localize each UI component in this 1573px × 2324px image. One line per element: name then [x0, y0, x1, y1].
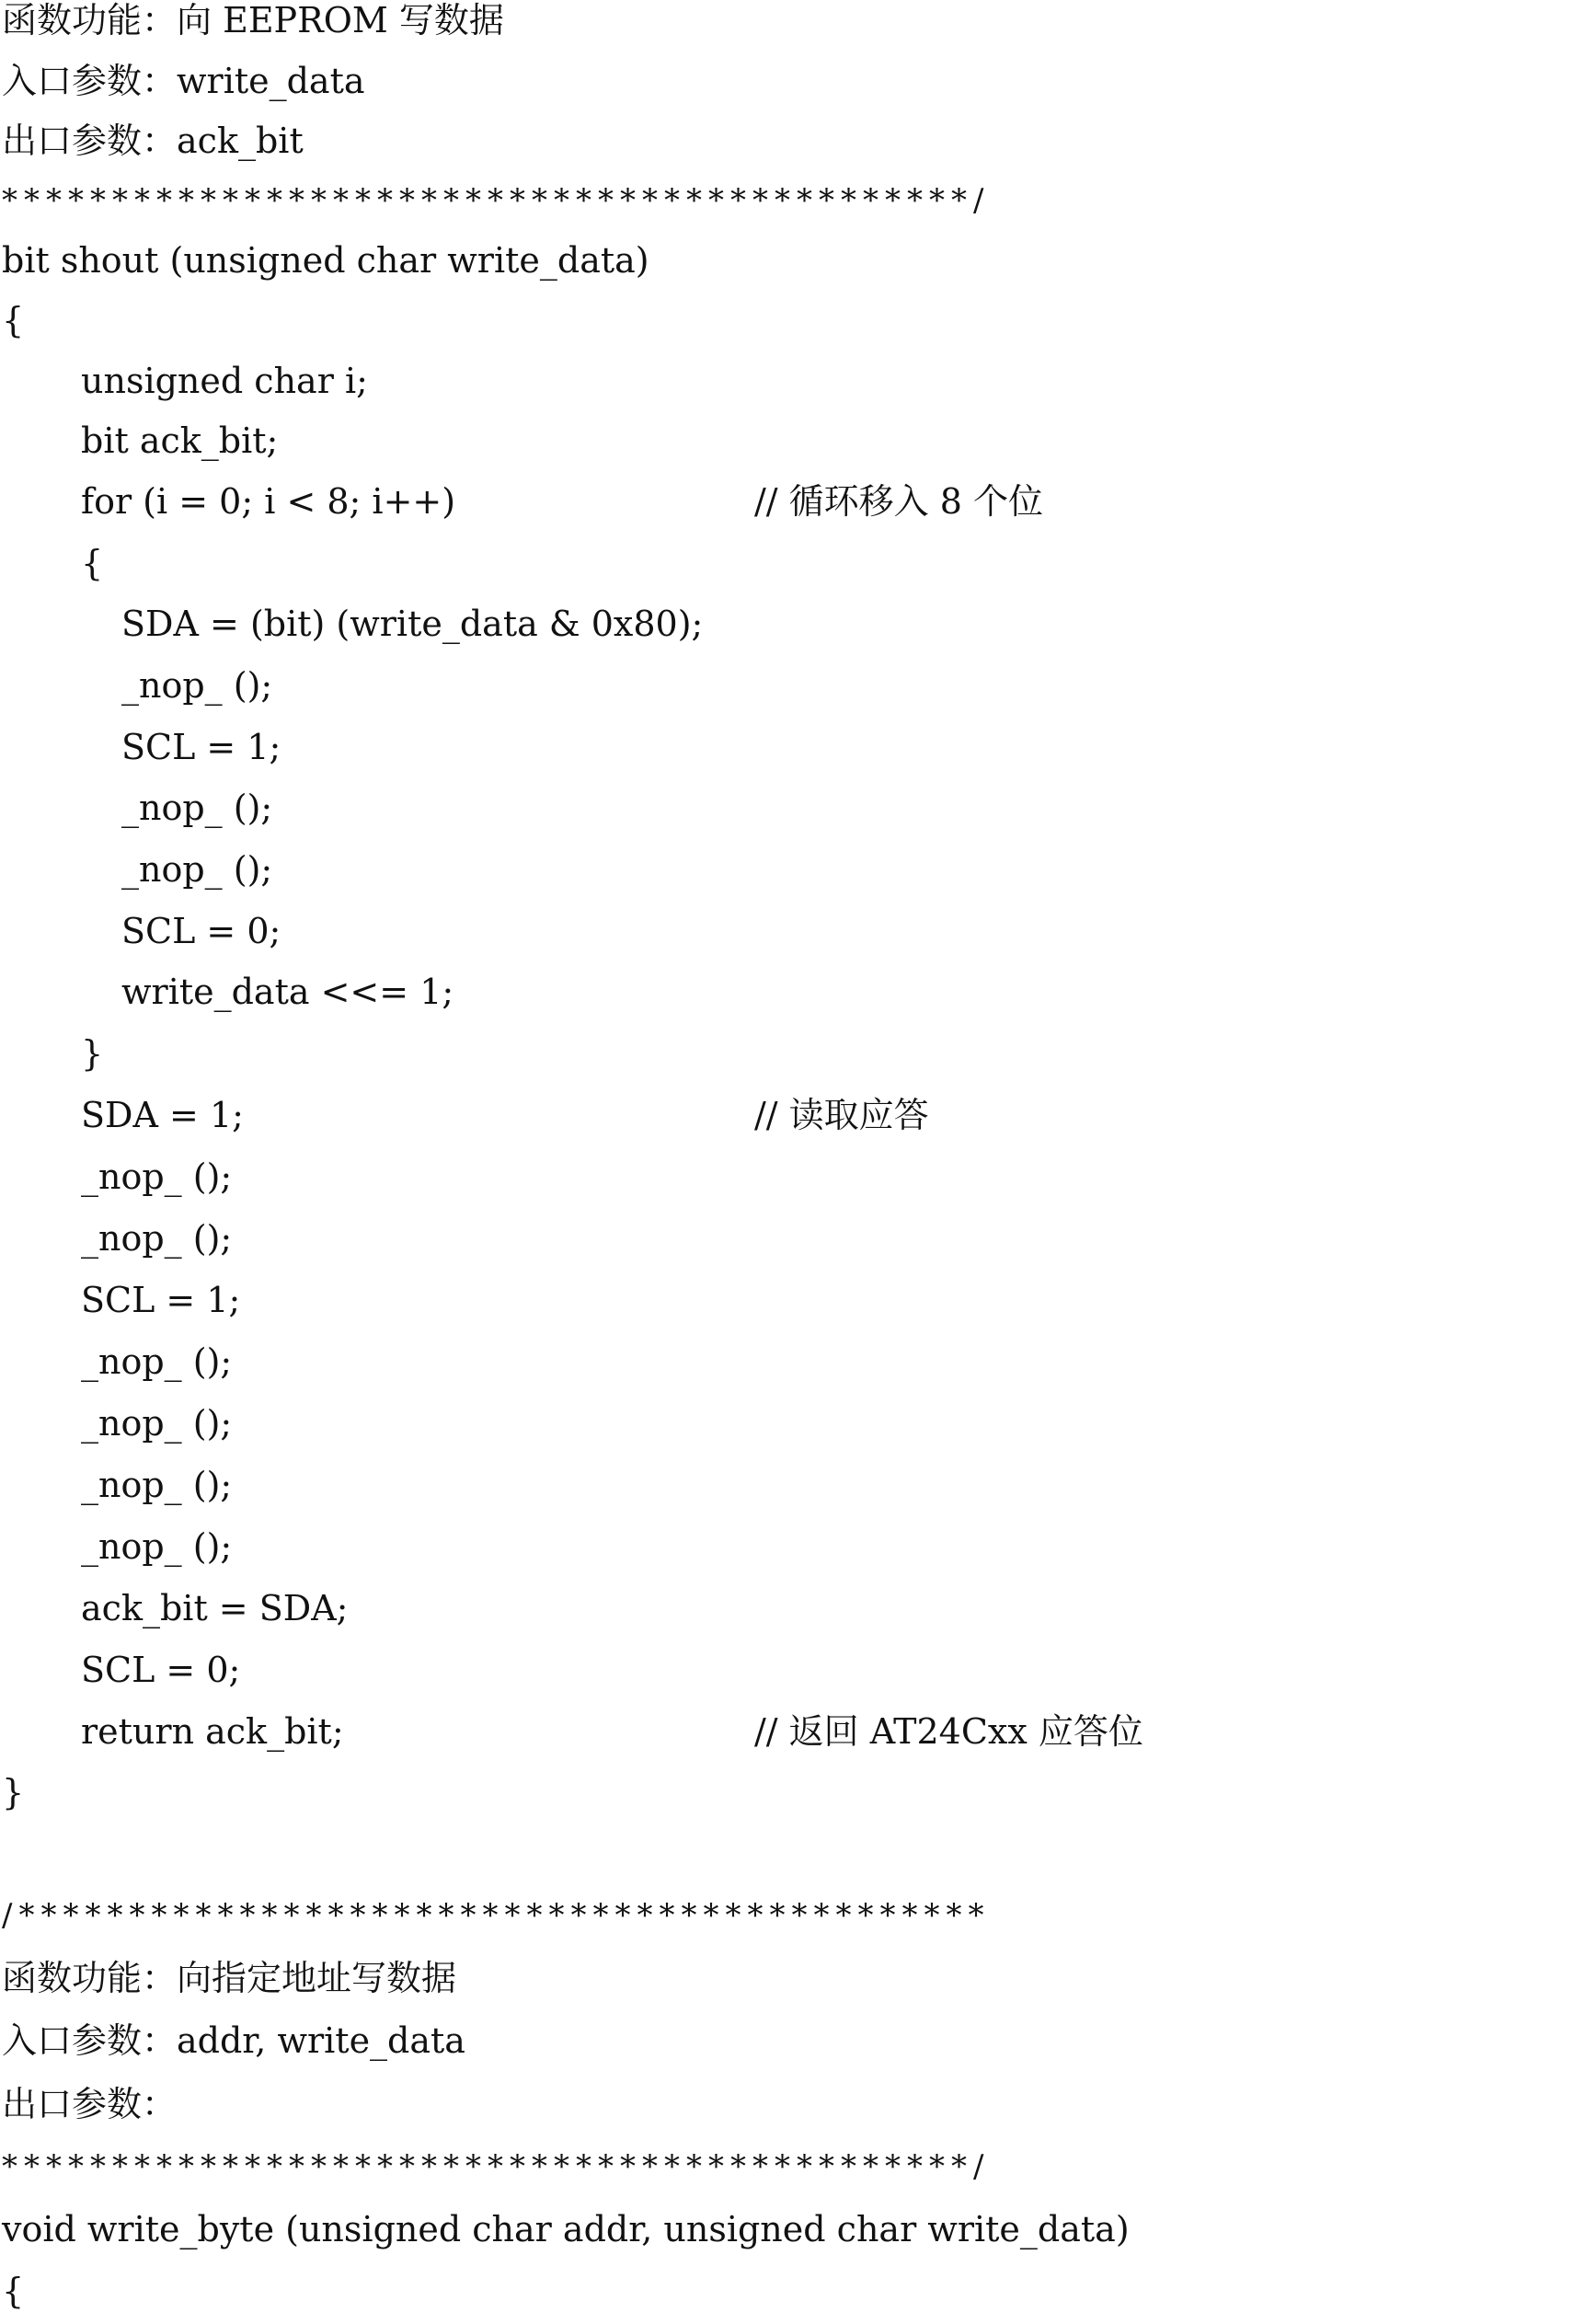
- code-line: 入口参数：addr, write_data: [2, 2020, 465, 2061]
- code-line: bit ack_bit;: [81, 420, 279, 461]
- code-line: 出口参数：: [2, 2084, 178, 2124]
- code-line: _nop_ ();: [81, 1526, 233, 1567]
- code-line: SCL = 0;: [121, 911, 281, 951]
- code-line: _nop_ ();: [81, 1156, 233, 1197]
- code-line: {: [81, 543, 104, 583]
- comment-divider-line: /********************************************: [2, 1897, 991, 1934]
- inline-comment: // 循环移入 8 个位: [754, 481, 1044, 522]
- code-line: {: [2, 300, 25, 340]
- code-line: 函数功能：向指定地址写数据: [2, 1958, 457, 1998]
- code-line: _nop_ ();: [121, 849, 273, 890]
- code-line: 入口参数：write_data: [2, 61, 365, 101]
- code-line: 出口参数：ack_bit: [2, 121, 304, 161]
- code-line: SCL = 0;: [81, 1650, 241, 1690]
- inline-comment: // 返回 AT24Cxx 应答位: [754, 1711, 1143, 1752]
- code-line: _nop_ ();: [81, 1341, 233, 1382]
- code-line: SCL = 1;: [121, 727, 281, 767]
- code-line: 函数功能：向 EEPROM 写数据: [2, 0, 504, 40]
- code-line: for (i = 0; i < 8; i++): [81, 481, 456, 522]
- comment-divider-line: ********************************************/: [2, 2148, 991, 2185]
- comment-divider-line: ********************************************/: [2, 182, 991, 219]
- code-line: _nop_ ();: [81, 1218, 233, 1259]
- code-line: write_data <<= 1;: [121, 972, 454, 1012]
- code-line: SCL = 1;: [81, 1280, 241, 1320]
- code-line: _nop_ ();: [81, 1465, 233, 1505]
- code-line: SDA = (bit) (write_data & 0x80);: [121, 604, 704, 644]
- inline-comment: // 读取应答: [754, 1095, 929, 1135]
- code-line: ack_bit = SDA;: [81, 1588, 349, 1628]
- code-line: void write_byte (unsigned char addr, unsigned char write_data): [2, 2209, 1130, 2249]
- code-line: bit shout (unsigned char write_data): [2, 240, 649, 281]
- code-line: {: [2, 2271, 25, 2311]
- code-line: SDA = 1;: [81, 1095, 244, 1135]
- code-line: return ack_bit;: [81, 1711, 344, 1752]
- code-line: _nop_ ();: [121, 665, 273, 706]
- code-line: unsigned char i;: [81, 361, 368, 401]
- code-line: _nop_ ();: [121, 788, 273, 828]
- code-line: }: [2, 1772, 25, 1812]
- code-line: }: [81, 1033, 104, 1074]
- code-line: _nop_ ();: [81, 1403, 233, 1444]
